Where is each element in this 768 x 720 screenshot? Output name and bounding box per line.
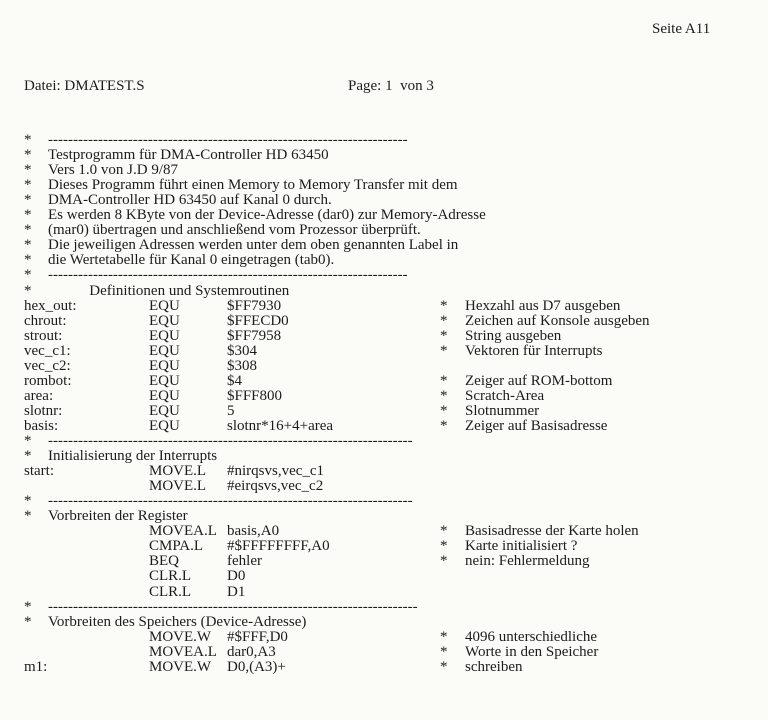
comment-marker: *: [24, 192, 32, 209]
code-opcode: MOVE.W: [149, 628, 212, 645]
inline-comment-marker: *: [440, 297, 448, 314]
listing-line: [0, 238, 768, 253]
comment-text: Definitionen und Systemroutinen: [48, 282, 290, 299]
comment-text: Initialisierung der Interrupts: [48, 448, 218, 465]
listing-line: [0, 479, 768, 494]
inline-comment-text: Karte initialisiert ?: [465, 538, 578, 555]
code-opcode: EQU: [149, 402, 180, 419]
inline-comment-text: Zeiger auf Basisadresse: [465, 417, 608, 434]
code-opcode: EQU: [149, 417, 180, 434]
code-operand: D0,(A3)+: [227, 658, 286, 675]
inline-comment-text: 4096 unterschiedliche: [465, 628, 598, 645]
inline-comment-text: Zeichen auf Konsole ausgeben: [465, 312, 650, 329]
inline-comment-text: schreiben: [465, 658, 523, 675]
code-opcode: EQU: [149, 312, 180, 329]
listing-line: [0, 554, 768, 569]
comment-marker: *: [24, 222, 32, 239]
code-opcode: EQU: [149, 297, 180, 314]
comment-marker: *: [24, 147, 32, 164]
code-operand: $FFECD0: [227, 312, 289, 329]
listing-line: [0, 645, 768, 660]
code-opcode: MOVEA.L: [149, 643, 217, 660]
listing-line: [0, 299, 768, 314]
comment-text: Vorbreiten der Register: [48, 508, 188, 525]
inline-comment-marker: *: [440, 553, 448, 570]
inline-comment-marker: *: [440, 312, 448, 329]
inline-comment-marker: *: [440, 643, 448, 660]
code-operand: $FFF800: [227, 387, 283, 404]
comment-marker: *: [24, 613, 32, 630]
listing-line: [0, 524, 768, 539]
comment-text: ------------------------------------------------------------------------: [48, 267, 408, 284]
listing-line: [0, 434, 768, 449]
code-label: start:: [24, 463, 54, 480]
code-operand: #$FFF,D0: [227, 628, 288, 645]
listing-line: [0, 193, 768, 208]
comment-text: (mar0) übertragen und anschließend vom Prozessor überprüft.: [48, 222, 421, 239]
inline-comment-text: nein: Fehlermeldung: [465, 553, 590, 570]
listing-line: [0, 389, 768, 404]
listing-line: [0, 494, 768, 509]
inline-comment-text: Worte in den Speicher: [465, 643, 599, 660]
code-opcode: BEQ: [149, 553, 179, 570]
inline-comment-marker: *: [440, 523, 448, 540]
code-operand: slotnr*16+4+area: [227, 417, 334, 434]
listing-line: [0, 404, 768, 419]
inline-comment-text: Hexzahl aus D7 ausgeben: [465, 297, 621, 314]
code-operand: D1: [227, 583, 246, 600]
comment-text: Die jeweiligen Adressen werden unter dem oben genannten Label in: [48, 237, 459, 254]
comment-text: -------------------------------------------------------------------------: [48, 433, 413, 449]
comment-marker: *: [24, 267, 32, 284]
comment-marker: *: [24, 237, 32, 254]
inline-comment-text: Vektoren für Interrupts: [465, 342, 603, 359]
listing-line: [0, 148, 768, 163]
inline-comment-text: String ausgeben: [465, 327, 562, 344]
inline-comment-marker: *: [440, 402, 448, 419]
code-label: vec_c1:: [24, 342, 71, 359]
code-operand: #$FFFFFFFF,A0: [227, 538, 330, 555]
code-operand: dar0,A3: [227, 643, 276, 660]
code-operand: $FF7958: [227, 327, 282, 344]
page-number-label: Seite A11: [652, 21, 711, 37]
listing-line: [0, 509, 768, 524]
code-operand: $308: [227, 357, 257, 374]
listing-line: [0, 344, 768, 359]
code-operand: #eirqsvs,vec_c2: [227, 478, 324, 495]
listing-line: [0, 419, 768, 434]
comment-marker: *: [24, 132, 32, 148]
code-opcode: CMPA.L: [149, 538, 204, 555]
file-name-label: Datei: DMATEST.S: [24, 78, 145, 94]
comment-text: Es werden 8 KByte von der Device-Adresse (dar0) zur Memory-Adresse: [48, 207, 486, 224]
code-label: chrout:: [24, 312, 67, 329]
code-operand: $304: [227, 342, 257, 359]
code-label: vec_c2:: [24, 357, 71, 374]
code-operand: D0: [227, 568, 246, 585]
inline-comment-marker: *: [440, 658, 448, 675]
comment-marker: *: [24, 433, 32, 449]
listing-line: [0, 630, 768, 645]
code-opcode: MOVE.L: [149, 463, 207, 480]
comment-text: --------------------------------------------------------------------------: [48, 598, 418, 615]
inline-comment-marker: *: [440, 372, 448, 389]
listing-line: [0, 284, 768, 299]
inline-comment-text: Scratch-Area: [465, 387, 545, 404]
inline-comment-marker: *: [440, 628, 448, 645]
listing-line: [0, 163, 768, 178]
listing-line: [0, 314, 768, 329]
listing-line: [0, 253, 768, 268]
inline-comment-marker: *: [440, 538, 448, 555]
code-operand: $FF7930: [227, 297, 282, 314]
code-opcode: EQU: [149, 372, 180, 389]
inline-comment-marker: *: [440, 327, 448, 344]
code-operand: basis,A0: [227, 523, 280, 540]
listing-line: [0, 268, 768, 283]
listing-line: [0, 449, 768, 464]
listing-line: [0, 539, 768, 554]
comment-marker: *: [24, 252, 32, 269]
comment-marker: *: [24, 177, 32, 194]
comment-text: Vorbreiten des Speichers (Device-Adresse): [48, 613, 307, 630]
code-opcode: MOVEA.L: [149, 523, 217, 540]
code-operand: 5: [227, 402, 235, 419]
inline-comment-text: Basisadresse der Karte holen: [465, 523, 639, 540]
code-label: m1:: [24, 658, 48, 675]
code-label: strout:: [24, 327, 63, 344]
listing-line: [0, 208, 768, 223]
code-opcode: EQU: [149, 342, 180, 359]
inline-comment-marker: *: [440, 417, 448, 434]
comment-text: -------------------------------------------------------------------------: [48, 493, 413, 510]
comment-marker: *: [24, 207, 32, 224]
code-operand: #nirqsvs,vec_c1: [227, 463, 325, 480]
page-count-label: Page: 1 von 3: [348, 78, 434, 94]
comment-text: Dieses Programm führt einen Memory to Memory Transfer mit dem: [48, 177, 458, 194]
comment-text: die Wertetabelle für Kanal 0 eingetragen (tab0).: [48, 252, 335, 269]
comment-marker: *: [24, 162, 32, 179]
code-operand: fehler: [227, 553, 262, 570]
listing-line: [0, 374, 768, 389]
comment-marker: *: [24, 448, 32, 465]
comment-text: DMA-Controller HD 63450 auf Kanal 0 durch.: [48, 192, 332, 209]
code-label: basis:: [24, 417, 59, 434]
code-opcode: CLR.L: [149, 583, 192, 600]
comment-text: Vers 1.0 von J.D 9/87: [48, 162, 178, 179]
code-opcode: CLR.L: [149, 568, 192, 585]
listing-line: [0, 464, 768, 479]
code-opcode: MOVE.W: [149, 658, 212, 675]
listing-line: [0, 359, 768, 374]
comment-text: ------------------------------------------------------------------------: [48, 132, 408, 148]
listing-line: [0, 615, 768, 630]
listing-line: [0, 660, 768, 675]
listing-line: [0, 569, 768, 584]
inline-comment-text: Slotnummer: [465, 402, 540, 419]
code-operand: $4: [227, 372, 242, 389]
comment-marker: *: [24, 508, 32, 525]
listing-line: [0, 329, 768, 344]
inline-comment-marker: *: [440, 342, 448, 359]
listing-line: [0, 585, 768, 600]
comment-marker: *: [24, 598, 32, 615]
comment-marker: *: [24, 493, 32, 510]
listing-line: [0, 600, 768, 615]
inline-comment-text: Zeiger auf ROM-bottom: [465, 372, 613, 389]
code-label: area:: [24, 387, 54, 404]
inline-comment-marker: *: [440, 387, 448, 404]
code-opcode: EQU: [149, 357, 180, 374]
code-opcode: EQU: [149, 327, 180, 344]
code-label: slotnr:: [24, 402, 63, 419]
listing-line: [0, 223, 768, 238]
code-opcode: MOVE.L: [149, 478, 207, 495]
code-label: hex_out:: [24, 297, 77, 314]
code-opcode: EQU: [149, 387, 180, 404]
listing-line: [0, 178, 768, 193]
listing-line: [0, 133, 768, 148]
comment-text: Testprogramm für DMA-Controller HD 63450: [48, 147, 329, 164]
comment-marker: *: [24, 282, 32, 299]
code-label: rombot:: [24, 372, 72, 389]
